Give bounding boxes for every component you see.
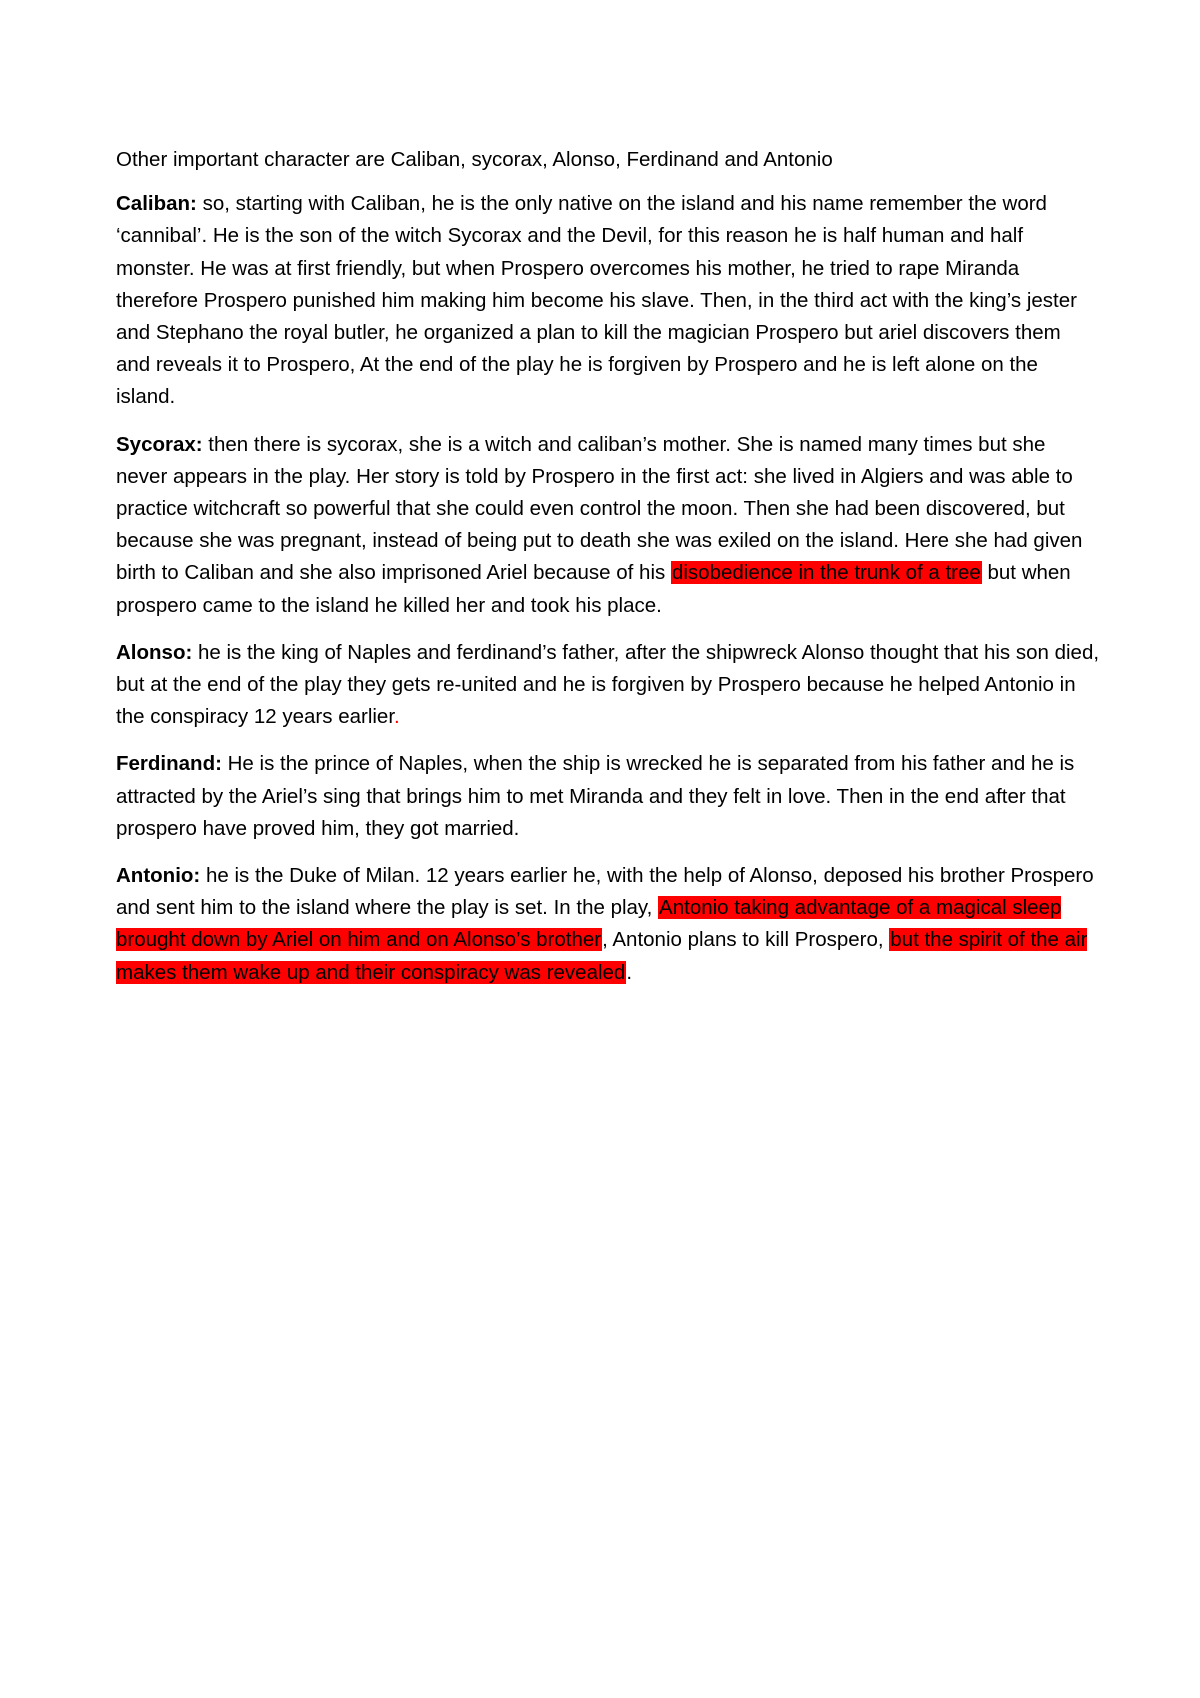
antonio-text-2: , Antonio plans to kill Prospero,: [602, 928, 890, 952]
alonso-red-period: .: [394, 705, 400, 729]
antonio-text-3: .: [626, 960, 633, 984]
intro-text: Other important character are Caliban, sycorax, Alonso, Ferdinand and Antonio: [116, 148, 833, 171]
ferdinand-text: He is the prince of Naples, when the ship is wrecked he is separated from his father and he is attracted by the Ariel’s sing that brings him to met Miranda and they felt in love. Then in the end after that prospero have proved him, they got married.: [116, 752, 1075, 840]
ferdinand-paragraph: [116, 748, 1100, 845]
sycorax-text-1: then there is sycorax, she is a witch and caliban’s mother. She is named many times but she never appears in the play. Her story is told by Prospero in the first act: she lived in Algiers and was able to practice witchcraft so powerful that she could even control the moon. Then she had been discovered, but because she was pregnant, instead of being put to death she was exiled on the island. Here she had given birth to Caliban and she also imprisoned Ariel because of his: [116, 432, 1083, 585]
antonio-label: Antonio:: [116, 864, 201, 888]
alonso-text: he is the king of Naples and ferdinand’s father, after the shipwreck Alonso thought that his son died, but at the end of the play they gets re-united and he is forgiven by Prospero because he helped Antonio in the conspiracy 12 years earlier: [116, 640, 1100, 729]
alonso-label: Alonso:: [116, 640, 193, 664]
antonio-highlight-1: Antonio taking advantage of a magical sleep brought down by Ariel on him and on Alonso’s brother: [116, 896, 1062, 952]
sycorax-text-2: but when prospero came to the island he killed her and took his place.: [116, 561, 1071, 617]
sycorax-highlight: disobedience in the trunk of a tree: [671, 561, 981, 585]
antonio-highlight-2: but the spirit of the air makes them wake up and their conspiracy was revealed: [116, 928, 1088, 984]
sycorax-label: Sycorax:: [116, 432, 203, 456]
caliban-label: Caliban:: [116, 192, 197, 216]
sycorax-paragraph: [116, 429, 1100, 622]
antonio-text-1: he is the Duke of Milan. 12 years earlier he, with the help of Alonso, deposed his brother Prospero and sent him to the island where the play is set. In the play,: [116, 864, 1094, 920]
document-body: [116, 144, 1100, 1004]
alonso-paragraph: [116, 637, 1100, 734]
caliban-paragraph: [116, 188, 1100, 413]
ferdinand-label: Ferdinand:: [116, 752, 222, 776]
antonio-paragraph: [116, 860, 1100, 989]
caliban-text: so, starting with Caliban, he is the only native on the island and his name remember the word ‘cannibal’. He is the son of the witch Sycorax and the Devil, for this reason he is half human and half monster. He was at first friendly, but when Prospero overcomes his mother, he tried to rape Miranda therefore Prospero punished him making him become his slave. Then, in the third act with the king’s jester and Stephano the royal butler, he organized a plan to kill the magician Prospero but ariel discovers them and reveals it to Prospero, At the end of the play he is forgiven by Prospero and he is left alone on the island.: [116, 192, 1077, 409]
intro-paragraph: [116, 144, 1100, 176]
